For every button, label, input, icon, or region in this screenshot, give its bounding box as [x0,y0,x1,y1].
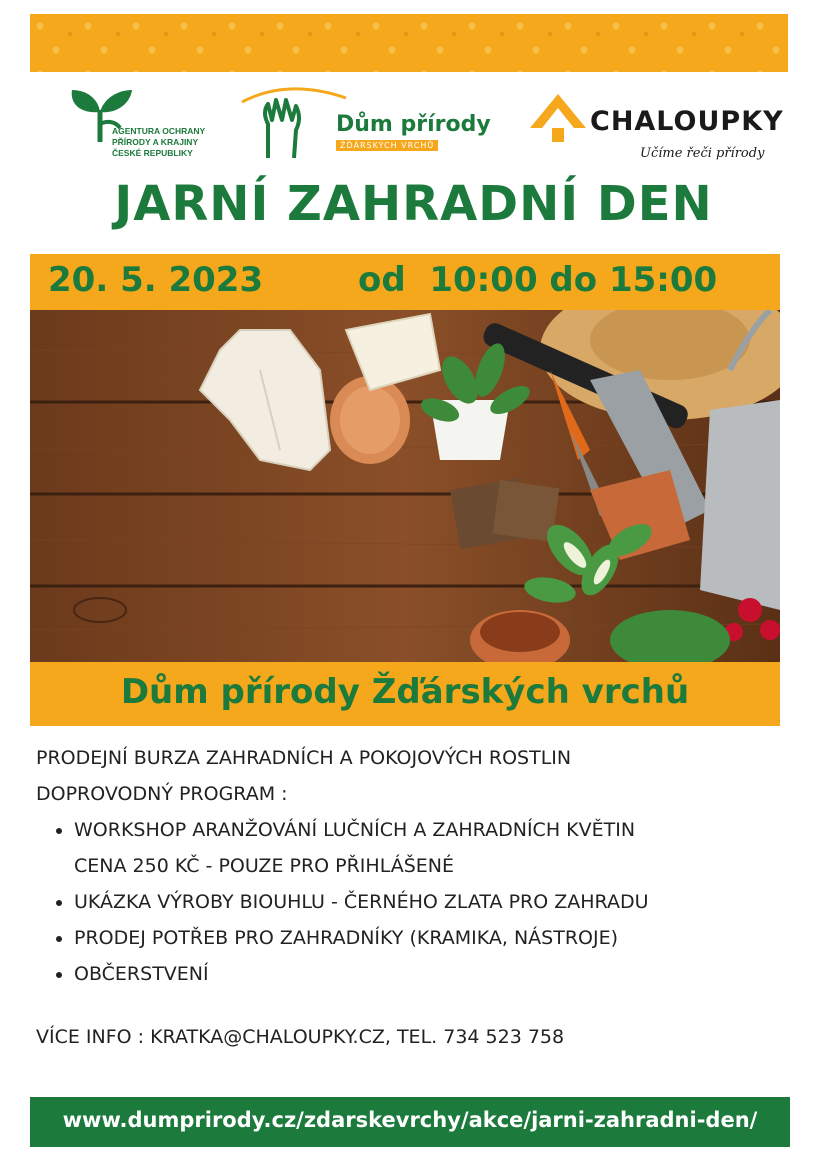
program-list [36,812,776,992]
dum-prirody-subtitle: ŽĎÁRSKÝCH VRCHŮ [336,140,438,151]
list-item [74,920,776,956]
dum-prirody-logo [238,84,508,164]
event-time: od 10:00 do 15:00 [358,260,718,300]
aopk-logo [68,84,228,164]
garden-photo [30,310,780,662]
program-item-text: WORKSHOP ARANŽOVÁNÍ LUČNÍCH A ZAHRADNÍCH KVĚTIN [74,819,636,841]
roof-icon [528,88,588,148]
dum-prirody-name: Dům přírody [336,112,491,137]
program-item-text: PRODEJ POTŘEB PRO ZAHRADNÍKY (KRAMIKA, NÁSTROJE) [74,927,619,949]
venue-name: Dům přírody Žďárských vrchů [120,672,690,712]
chaloupky-tagline: Učíme řeči přírody [640,146,765,161]
event-date: 20. 5. 2023 [48,260,264,300]
event-url-link[interactable]: www.dumprirody.cz/zdarskevrchy/akce/jarni-zahradni-den/ [62,1108,758,1132]
url-bar [30,1097,790,1147]
list-item [74,956,776,992]
contact-info: VÍCE INFO : KRATKA@CHALOUPKY.CZ, TEL. 734 523 758 [36,1026,565,1048]
list-item [74,884,776,920]
decorative-top-band [30,14,788,72]
aopk-text: AGENTURA OCHRANY PŘÍRODY A KRAJINY ČESKÉ REPUBLIKY [112,126,206,158]
date-bar [30,254,780,310]
program-section [36,740,776,992]
program-line-sale: PRODEJNÍ BURZA ZAHRADNÍCH A POKOJOVÝCH ROSTLIN [36,747,572,769]
page-title: JARNÍ ZAHRADNÍ DEN [114,176,713,232]
program-item-text: OBČERSTVENÍ [74,963,209,985]
hand-icon [238,84,348,164]
list-item [74,812,776,884]
venue-bar [30,662,780,726]
chaloupky-logo [528,88,788,168]
chaloupky-name: CHALOUPKY [590,106,784,137]
program-item-text: UKÁZKA VÝROBY BIOUHLU - ČERNÉHO ZLATA PRO ZAHRADU [74,891,649,913]
program-item-sub: CENA 250 KČ - POUZE PRO PŘIHLÁŠENÉ [74,855,454,877]
program-line-heading: DOPROVODNÝ PROGRAM : [36,783,288,805]
